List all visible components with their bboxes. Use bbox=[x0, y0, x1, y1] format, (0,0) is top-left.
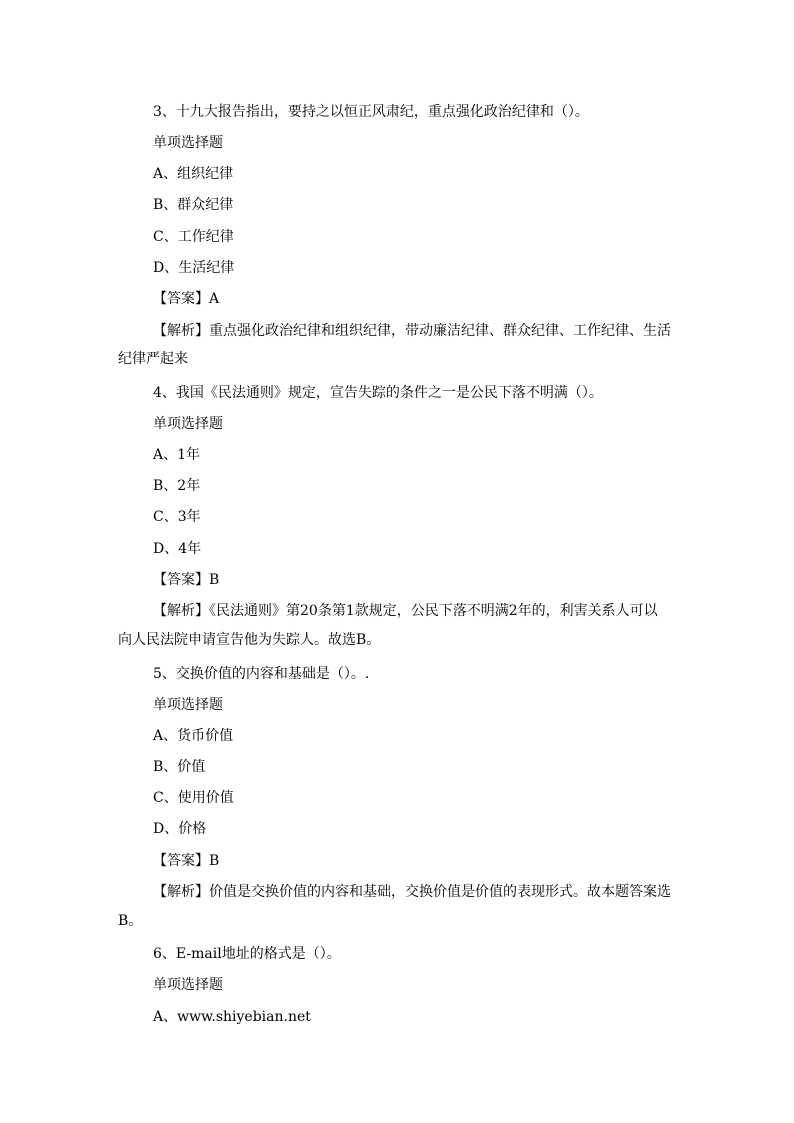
question-5-answer: 【答案】B bbox=[153, 853, 220, 869]
question-4-answer: 【答案】B bbox=[153, 572, 220, 588]
question-3-option-b: B、群众纪律 bbox=[153, 197, 234, 213]
question-4-stem: 4、我国《民法通则》规定，宣告失踪的条件之一是公民下落不明满（）。 bbox=[153, 385, 603, 401]
question-3-type: 单项选择题 bbox=[153, 135, 223, 151]
question-4-option-a: A、1年 bbox=[153, 447, 201, 463]
question-5-analysis-line1: 【解析】价值是交换价值的内容和基础，交换价值是价值的表现形式。故本题答案选 bbox=[153, 884, 671, 900]
question-4-type: 单项选择题 bbox=[153, 416, 223, 432]
question-3-analysis-line2: 纪律严起来 bbox=[118, 351, 188, 367]
question-4-analysis-line1: 【解析】《民法通则》第20条第1款规定，公民下落不明满2年的，利害关系人可以 bbox=[153, 603, 658, 619]
question-3-answer: 【答案】A bbox=[153, 291, 220, 307]
question-5-analysis-line2: B。 bbox=[118, 913, 143, 929]
question-5-type: 单项选择题 bbox=[153, 697, 223, 713]
question-4-analysis-line2: 向人民法院申请宣告他为失踪人。故选B。 bbox=[118, 632, 381, 648]
question-5-stem: 5、交换价值的内容和基础是（）。. bbox=[153, 666, 370, 682]
question-6-stem: 6、E-mail地址的格式是（）。 bbox=[153, 946, 341, 962]
question-5-option-a: A、货币价值 bbox=[153, 728, 234, 744]
question-6-option-a: A、www.shiyebian.net bbox=[153, 1009, 311, 1025]
question-3-option-c: C、工作纪律 bbox=[153, 229, 234, 245]
question-3-analysis-line1: 【解析】重点强化政治纪律和组织纪律，带动廉洁纪律、群众纪律、工作纪律、生活 bbox=[153, 323, 671, 339]
question-3-stem: 3、十九大报告指出，要持之以恒正风肃纪，重点强化政治纪律和（）。 bbox=[153, 104, 589, 120]
question-3-option-a: A、组织纪律 bbox=[153, 166, 234, 182]
question-4-option-b: B、2年 bbox=[153, 478, 201, 494]
question-5-option-b: B、价值 bbox=[153, 759, 206, 775]
question-5-option-c: C、使用价值 bbox=[153, 790, 234, 806]
question-3-option-d: D、生活纪律 bbox=[153, 260, 235, 276]
question-5-option-d: D、价格 bbox=[153, 821, 207, 837]
question-4-option-d: D、4年 bbox=[153, 541, 202, 557]
question-6-type: 单项选择题 bbox=[153, 977, 223, 993]
question-4-option-c: C、3年 bbox=[153, 509, 201, 525]
